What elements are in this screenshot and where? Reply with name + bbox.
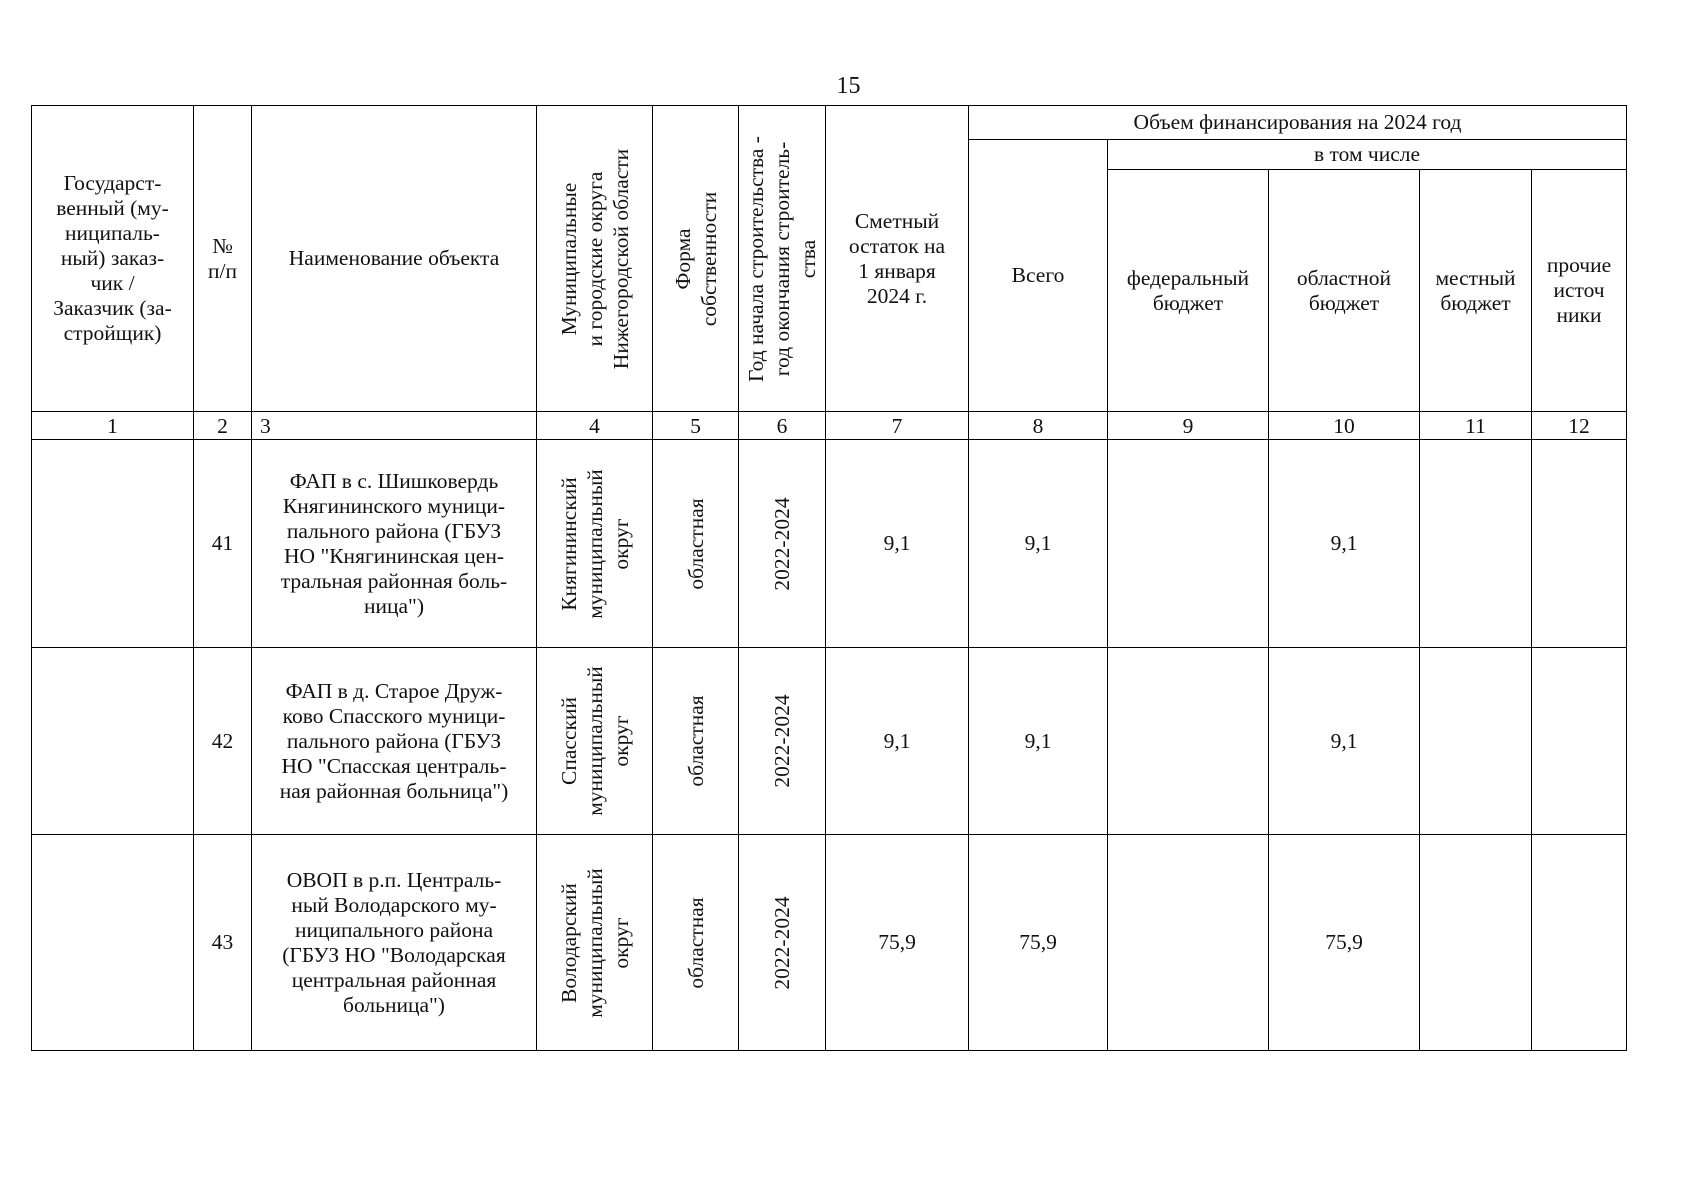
row-municipality: Княгининский муниципальный округ xyxy=(537,440,653,648)
header-local: местный бюджет xyxy=(1420,170,1532,412)
row-local xyxy=(1420,440,1532,648)
header-municipality: Муниципальные и городские округа Нижегородской области xyxy=(537,106,653,412)
row-customer xyxy=(32,835,194,1051)
row-federal xyxy=(1108,648,1269,835)
row-other xyxy=(1532,835,1627,1051)
column-number: 11 xyxy=(1420,412,1532,440)
row-estimate: 9,1 xyxy=(826,440,969,648)
header-customer xyxy=(32,106,194,412)
table-row xyxy=(32,440,1627,648)
row-ownership: областная xyxy=(653,835,739,1051)
row-other xyxy=(1532,648,1627,835)
row-ownership: областная xyxy=(653,440,739,648)
row-regional: 9,1 xyxy=(1269,648,1420,835)
row-local xyxy=(1420,835,1532,1051)
row-federal xyxy=(1108,835,1269,1051)
header-years: Год начала строительства - год окончания строитель- ства xyxy=(739,106,826,412)
row-estimate: 9,1 xyxy=(826,648,969,835)
header-total: Всего xyxy=(969,140,1108,412)
header-regional: областной бюджет xyxy=(1269,170,1420,412)
row-ownership: областная xyxy=(653,648,739,835)
page-number: 15 xyxy=(836,73,861,99)
table-row xyxy=(32,835,1627,1051)
header-object-name: Наименование объекта xyxy=(252,106,537,412)
header-num: № п/п xyxy=(194,106,252,412)
row-object-name: ОВОП в р.п. Централь- ный Володарского му- ниципального района (ГБУЗ НО "Володарская центральная районная больница") xyxy=(252,835,537,1051)
row-object-name: ФАП в д. Старое Друж- ково Спасского муници- пального района (ГБУЗ НО "Спасская централь- ная районная больница") xyxy=(252,648,537,835)
header-other: прочие источ ники xyxy=(1532,170,1627,412)
row-local xyxy=(1420,648,1532,835)
column-number: 8 xyxy=(969,412,1108,440)
header-ownership: Форма собственности xyxy=(653,106,739,412)
row-years: 2022-2024 xyxy=(739,648,826,835)
header-federal: федеральный бюджет xyxy=(1108,170,1269,412)
row-years: 2022-2024 xyxy=(739,835,826,1051)
column-numbers-row xyxy=(32,412,1627,440)
row-num: 42 xyxy=(194,648,252,835)
header-including: в том числе xyxy=(1108,140,1627,170)
column-number: 10 xyxy=(1269,412,1420,440)
row-regional: 9,1 xyxy=(1269,440,1420,648)
row-num: 41 xyxy=(194,440,252,648)
row-num: 43 xyxy=(194,835,252,1051)
column-number: 5 xyxy=(653,412,739,440)
row-customer xyxy=(32,440,194,648)
row-total: 9,1 xyxy=(969,440,1108,648)
column-number: 3 xyxy=(252,412,537,440)
row-customer xyxy=(32,648,194,835)
column-number: 6 xyxy=(739,412,826,440)
header-financing-title: Объем финансирования на 2024 год xyxy=(969,106,1627,140)
header-row-1 xyxy=(32,106,1627,140)
row-municipality: Володарский муниципальный округ xyxy=(537,835,653,1051)
column-number: 7 xyxy=(826,412,969,440)
column-number: 12 xyxy=(1532,412,1627,440)
column-number: 2 xyxy=(194,412,252,440)
row-federal xyxy=(1108,440,1269,648)
table-row xyxy=(32,648,1627,835)
row-regional: 75,9 xyxy=(1269,835,1420,1051)
financing-table xyxy=(31,105,1627,1051)
column-number: 1 xyxy=(32,412,194,440)
row-years: 2022-2024 xyxy=(739,440,826,648)
header-customer-text: Государст- венный (му- ниципаль- ный) заказ- чик / Заказчик (за- стройщик) xyxy=(53,171,172,345)
header-estimate: Сметный остаток на 1 января 2024 г. xyxy=(826,106,969,412)
column-number: 9 xyxy=(1108,412,1269,440)
row-other xyxy=(1532,440,1627,648)
row-total: 9,1 xyxy=(969,648,1108,835)
column-number: 4 xyxy=(537,412,653,440)
row-municipality: Спасский муниципальный округ xyxy=(537,648,653,835)
row-total: 75,9 xyxy=(969,835,1108,1051)
row-object-name: ФАП в с. Шишковердь Княгининского муници- пального района (ГБУЗ НО "Княгининская цен- тральная районная боль- ница") xyxy=(252,440,537,648)
row-estimate: 75,9 xyxy=(826,835,969,1051)
